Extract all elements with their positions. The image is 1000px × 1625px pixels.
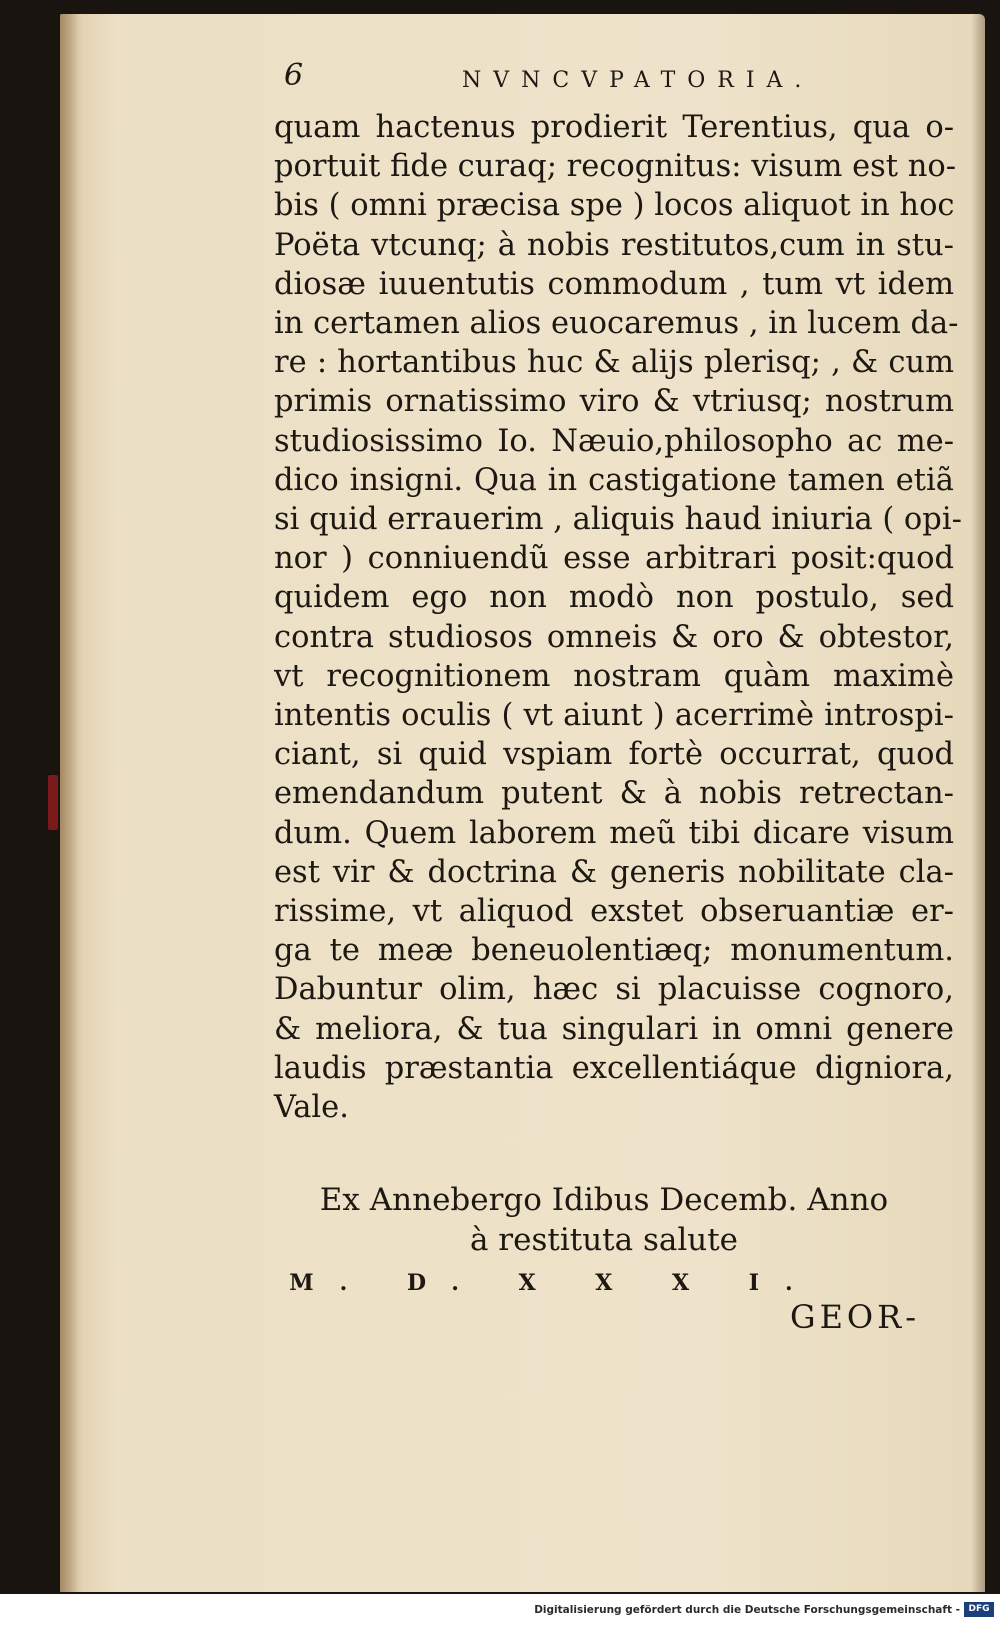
body-line: dico insigni. Qua in castigatione tamen etiã — [274, 462, 954, 498]
body-line: est vir & doctrina & generis nobilitate cla- — [274, 854, 954, 890]
page-header — [284, 58, 904, 98]
body-line: si quid errauerim , aliquis haud iniuria ( opi- — [274, 502, 962, 538]
body-line: rissime, vt aliquod exstet obseruantiæ er- — [274, 894, 954, 930]
footer-credit: Digitalisierung gefördert durch die Deutsche Forschungsgemeinschaft - — [534, 1604, 960, 1616]
body-line: portuit fide curaq; recognitus: visum est no- — [274, 149, 957, 185]
body-line: primis ornatissimo viro & vtriusq; nostrum — [274, 384, 954, 420]
dateline — [274, 1180, 934, 1260]
body-line: contra studiosos omneis & oro & obtestor, — [274, 619, 954, 655]
catchword: GEOR- — [790, 1298, 921, 1336]
body-line: re : hortantibus huc & alijs plerisq; , & cum — [274, 345, 954, 381]
dfg-logo-icon: DFG — [964, 1602, 994, 1617]
dateline-line-1: Ex Annebergo Idibus Decemb. Anno — [319, 1182, 889, 1218]
body-line: studiosissimo Io. Næuio,philosopho ac me- — [274, 423, 954, 459]
body-line: nor ) conniuendũ esse arbitrari posit:quod — [274, 541, 954, 577]
gutter-shadow — [60, 14, 82, 1592]
body-line: laudis præstantia excellentiáque digniora, — [274, 1050, 954, 1086]
body-line: quam hactenus prodierit Terentius, qua o- — [274, 110, 954, 145]
body-line: quidem ego non modò non postulo, sed — [274, 580, 954, 616]
body-line: vt recognitionem nostram quàm maximè — [274, 658, 954, 694]
body-line: diosæ iuuentutis commodum , tum vt idem — [274, 266, 954, 302]
page-number: 6 — [284, 58, 304, 93]
body-line: ga te meæ beneuolentiæq; monumentum. — [274, 933, 954, 969]
body-line: Poëta vtcunq; à nobis restitutos,cum in stu- — [274, 227, 954, 263]
body-line: ciant, si quid vspiam fortè occurrat, quod — [274, 737, 954, 773]
page-edge-shadow — [971, 14, 985, 1592]
year-roman: M. D. X X X I. — [289, 1270, 819, 1296]
body-line: in certamen alios euocaremus , in lucem da- — [274, 306, 959, 342]
dateline-line-2: à restituta salute — [469, 1222, 739, 1258]
running-head: NVNCVPATORIA. — [462, 68, 814, 93]
body-line: intentis oculis ( vt aiunt ) acerrimè introspi- — [274, 698, 954, 734]
body-line: Vale. — [274, 1090, 349, 1126]
body-line: Dabuntur olim, hæc si placuisse cognoro, — [274, 972, 954, 1008]
body-line: dum. Quem laborem meũ tibi dicare visum — [274, 815, 954, 851]
digitization-footer — [0, 1596, 1000, 1625]
body-line: & meliora, & tua singulari in omni genere — [274, 1011, 954, 1047]
body-line: emendandum putent & à nobis retrectan- — [274, 776, 954, 812]
body-text — [274, 108, 962, 1127]
body-line: bis ( omni præcisa spe ) locos aliquot in hoc — [274, 188, 955, 224]
ribbon-marker — [48, 775, 58, 830]
